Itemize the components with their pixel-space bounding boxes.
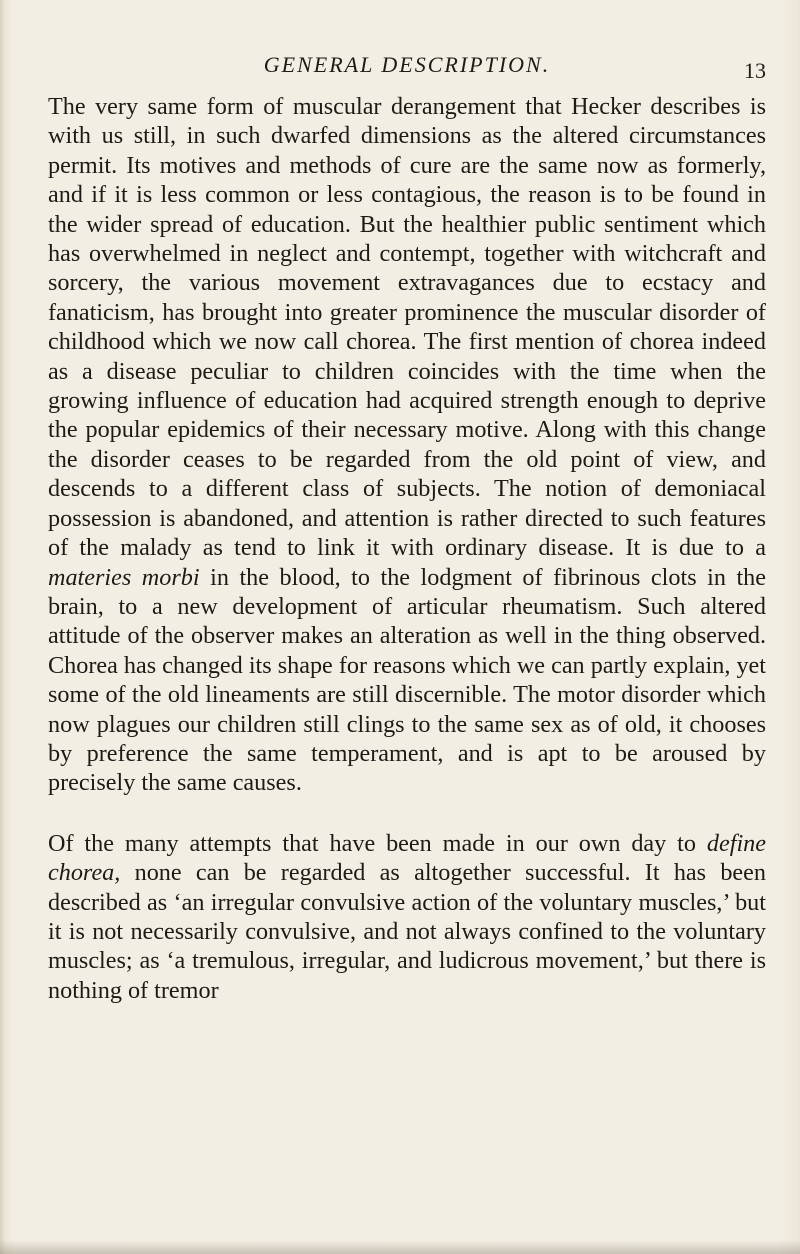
paragraph-2-text-b: none can be regarded as altogether successful. It has been described as ‘an irregular convulsive action of the voluntary muscles,’ but it is not necessarily convulsive, and not always confined to the voluntary muscles; as ‘a tremulous, irregular, and ludicrous movement,’ but there is nothing of tremor: [48, 859, 766, 1004]
page-number: 13: [744, 58, 766, 83]
paragraph-1-text-a: The very same form of muscular derangement that Hecker describes is with us still, in such dwarfed dimensions as the altered circumstances permit. Its motives and methods of cure are the same now as formerly, and if it is less common or less contagious, the reason is to be found in the wider spread of education. But the healthier public sentiment which has overwhelmed in neglect and contempt, together with witchcraft and sorcery, the various movement extravagances due to ecstacy and fanaticism, has brought into greater prominence the muscular disorder of childhood which we now call chorea. The first mention of chorea indeed as a disease peculiar to children coincides with the time when the growing influence of education had acquired strength enough to deprive the popular epidemics of their necessary motive. Along with this change the disorder ceases to be regarded from the old point of view, and descends to a different class of subjects. The notion of demoniacal possession is abandoned, and attention is rather directed to such features of the malady as tend to link it with ordinary disease. It is due to a: [48, 93, 766, 562]
paragraph-1: [48, 92, 766, 798]
paragraph-2-text-a: Of the many attempts that have been made in our own day to: [48, 829, 707, 857]
running-head: GENERAL DESCRIPTION.: [263, 52, 551, 77]
page-bottom-shadow: [0, 1240, 800, 1254]
page-gutter-edge: [0, 0, 6, 1254]
paragraph-2-italic-term: define chorea,: [48, 829, 766, 887]
paragraph-1-italic-term: materies morbi: [48, 563, 200, 591]
page-header: [48, 52, 766, 86]
paragraph-1-text-b: in the blood, to the lodgment of fibrinous clots in the brain, to a new development of articular rheumatism. Such altered attitude of the observer makes an alteration as well in the thing observed. Chorea has changed its shape for reasons which we can partly explain, yet some of the old lineaments are still discernible. The motor disorder which now plagues our children still clings to the same sex as of old, it chooses by preference the same temperament, and is apt to be aroused by precisely the same causes.: [48, 563, 767, 797]
paragraph-2: [48, 829, 766, 1005]
body-text: [48, 92, 766, 1005]
